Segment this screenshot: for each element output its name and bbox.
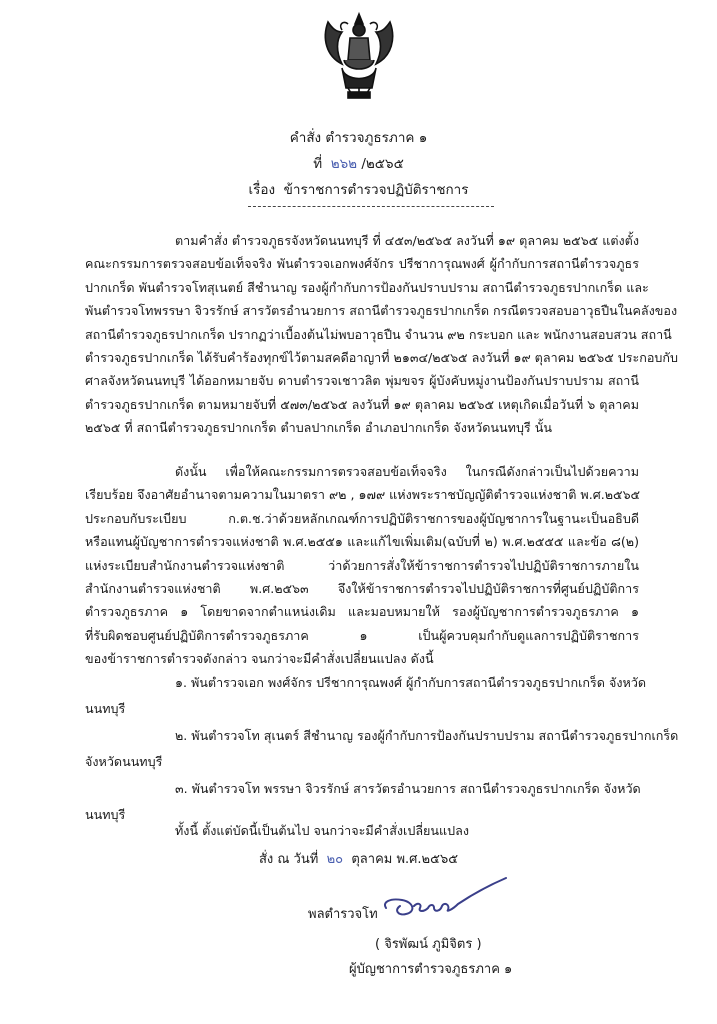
paragraph-line: ประกอบกับระเบียบ ก.ต.ช.ว่าด้วยหลักเกณฑ์การปฏิบัติราชการของผู้บัญชาการในฐานะเป็นอธิบดี bbox=[85, 510, 639, 526]
paragraph-line: สำนักงานตำรวจแห่งชาติ พ.ศ.๒๕๖๓ จึงให้ข้าราชการตำรวจไปปฏิบัติราชการที่ศูนย์ปฏิบัติการ bbox=[85, 581, 639, 597]
paragraph-line: พันตำรวจโทพรรษา จิวรรักษ์ สารวัตรอำนวยการ สถานีตำรวจภูธรปากเกร็ด กรณีตรวจสอบอาวุธปืนในคลังของ bbox=[85, 303, 678, 319]
order-subject bbox=[0, 178, 717, 200]
assignment-list bbox=[85, 671, 679, 826]
list-item-first-line: ๑. พันตำรวจเอก พงศ์จักร ปรีชาการุณพงศ์ ผู้กำกับการสถานีตำรวจภูธรปากเกร็ด จังหวัด bbox=[175, 675, 647, 690]
date-suffix: ตุลาคม พ.ศ.๒๕๖๕ bbox=[351, 852, 459, 867]
paragraph-line: ดังนั้น เพื่อให้คณะกรรมการตรวจสอบข้อเท็จจริง ในกรณีดังกล่าวเป็นไปด้วยความ bbox=[175, 464, 639, 479]
paragraph-line: ตามคำสั่ง ตำรวจภูธรจังหวัดนนทบุรี ที่ ๔๕๓/๒๕๖๕ ลงวันที่ ๑๙ ตุลาคม ๒๕๖๕ แต่งตั้ง bbox=[175, 233, 639, 248]
paragraph-background bbox=[85, 229, 679, 440]
subject-text: ข้าราชการตำรวจปฏิบัติราชการ bbox=[283, 182, 469, 198]
header-divider bbox=[248, 206, 494, 207]
order-title: คำสั่ง ตำรวจภูธรภาค ๑ bbox=[289, 130, 428, 146]
signatory-position: ผู้บัญชาการตำรวจภูธรภาค ๑ bbox=[349, 962, 513, 977]
paragraph-line: ปากเกร็ด พันตำรวจโทสุเนตย์ สีชำนาญ รองผู้กำกับการป้องกันปราบปราม สถานีตำรวจภูธรปากเกร็ด และ bbox=[85, 279, 649, 295]
subject-label: เรื่อง bbox=[248, 182, 276, 198]
paragraph-line: สถานีตำรวจภูธรปากเกร็ด ปรากฏว่าเบื้องต้นไม่พบอาวุธปืน จำนวน ๙๒ กระบอก และ พนักงานสอบสวน สถานี bbox=[85, 326, 672, 342]
list-item-continuation: นนทบุรี bbox=[85, 701, 126, 717]
closing-statement: ทั้งนี้ ตั้งแต่บัดนี้เป็นต้นไป จนกว่าจะมีคำสั่งเปลี่ยนแปลง bbox=[175, 823, 470, 838]
list-item-continuation: จังหวัดนนทบุรี bbox=[85, 754, 163, 770]
signatory-name: ( จิรพัฒน์ ภูมิจิตร ) bbox=[375, 937, 482, 952]
paragraph-line: คณะกรรมการตรวจสอบข้อเท็จจริง พันตำรวจเอกพงศ์จักร ปรีชาการุณพงศ์ ผู้กำกับการสถานีตำรวจภูธร bbox=[85, 256, 639, 272]
paragraph-line: แห่งระเบียบสำนักงานตำรวจแห่งชาติ ว่าด้วยการสั่งให้ข้าราชการตำรวจไปปฏิบัติราชการภายใน bbox=[85, 557, 639, 573]
signatory-rank: พลตำรวจโท bbox=[308, 907, 378, 922]
paragraph-line: ตำรวจภูธรปากเกร็ด ได้รับคำร้องทุกข์ไว้ตามสคดีอาญาที่ ๒๑๓๔/๒๕๖๕ ลงวันที่ ๑๙ ตุลาคม ๒๕๖๕ ประกอบกับ bbox=[85, 350, 679, 366]
list-item-first-line: ๓. พันตำรวจโท พรรษา จิวรรักษ์ สารวัตรอำนวยการ สถานีตำรวจภูธรปากเกร็ด จังหวัด bbox=[175, 780, 641, 796]
order-date bbox=[0, 848, 717, 869]
paragraph-line: ที่รับผิดชอบศูนย์ปฏิบัติการตำรวจภูธรภาค ๑ เป็นผู้ควบคุมกำกับดูแลการปฏิบัติราชการ bbox=[85, 627, 639, 643]
paragraph-line: ตำรวจภูธรปากเกร็ด ตามหมายจับที่ ๕๗๓/๒๕๖๕ ลงวันที่ ๑๙ ตุลาคม ๒๕๖๕ เหตุเกิดเมื่อวันที่ ๖ ตุลาคม bbox=[85, 396, 639, 412]
date-prefix: สั่ง ณ วันที่ bbox=[258, 852, 319, 867]
date-day: ๒๐ bbox=[326, 852, 344, 867]
paragraph-line: เรียบร้อย จึงอาศัยอำนาจตามความในมาตรา ๙๒ , ๑๗๙ แห่งพระราชบัญญัติตำรวจแห่งชาติ พ.ศ.๒๕๖๕ bbox=[85, 487, 641, 503]
paragraph-line: ๒๕๖๕ ที่ สถานีตำรวจภูธรปากเกร็ด ตำบลปากเกร็ด อำเภอปากเกร็ด จังหวัดนนทบุรี นั้น bbox=[85, 420, 552, 436]
order-number-prefix: ที่ bbox=[313, 156, 323, 172]
order-number-value: ๒๖๒ bbox=[330, 156, 358, 172]
order-number bbox=[0, 152, 717, 174]
list-item-first-line: ๒. พันตำรวจโท สุเนตร์ สีชำนาญ รองผู้กำกับการป้องกันปราบปราม สถานีตำรวจภูธรปากเกร็ด bbox=[175, 727, 679, 743]
paragraph-line: ของข้าราชการตำรวจดังกล่าว จนกว่าจะมีคำสั่งเปลี่ยนแปลง ดังนี้ bbox=[85, 651, 434, 667]
paragraph-line: หรือแทนผู้บัญชาการตำรวจแห่งชาติ พ.ศ.๒๕๕๑ และแก้ไขเพิ่มเติม(ฉบับที่ ๒) พ.ศ.๒๕๕๕ และข้อ ๘(๒) bbox=[85, 534, 639, 550]
garuda-emblem-icon bbox=[314, 8, 404, 100]
order-number-year: /๒๕๖๕ bbox=[361, 156, 404, 172]
handwritten-signature-icon bbox=[380, 872, 510, 922]
paragraph-line: ศาลจังหวัดนนทบุรี ได้ออกหมายจับ ดาบตำรวจเชาวลิต พุ่มขจร ผู้บังคับหมู่งานป้องกันปราบปราม สถานี bbox=[85, 373, 639, 389]
list-item-continuation: นนทบุรี bbox=[85, 807, 126, 823]
paragraph-authority bbox=[85, 460, 639, 671]
paragraph-line: ตำรวจภูธรภาค ๑ โดยขาดจากตำแหน่งเดิม และมอบหมายให้ รองผู้บัญชาการตำรวจภูธรภาค ๑ bbox=[85, 604, 639, 620]
